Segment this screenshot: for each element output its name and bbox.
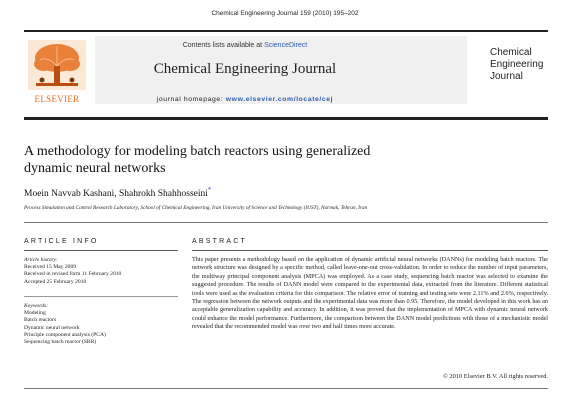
homepage-link[interactable]: www.elsevier.com/locate/cej: [225, 96, 334, 103]
journal-title: Chemical Engineering Journal: [153, 61, 337, 77]
author-list: [24, 186, 544, 199]
keyword-item: Modeling: [24, 310, 46, 316]
homepage-prefix: journal homepage:: [156, 96, 226, 103]
history-accepted: Accepted 25 February 2010: [24, 278, 87, 285]
abstract-bottom-rule: [24, 388, 548, 389]
contents-available-line: [95, 42, 395, 49]
corresponding-author-mark[interactable]: *: [207, 186, 212, 194]
article-info-rule: [24, 250, 178, 251]
header-bottom-rule: [24, 117, 548, 120]
copyright-notice: © 2010 Elsevier B.V. All rights reserved.: [442, 373, 548, 380]
elsevier-tree-logo: [28, 40, 86, 90]
journal-homepage-line: [95, 96, 395, 103]
abstract-rule: [192, 250, 548, 251]
article-info-heading: ARTICLE INFO: [24, 238, 99, 245]
cover-line-2: Engineering: [490, 59, 544, 70]
keyword-item: Dynamic neural network: [24, 324, 80, 331]
keyword-item: Batch reactors: [24, 317, 57, 324]
cover-line-3: Journal: [490, 71, 523, 82]
abstract-body: This paper presents a methodology based on the application of dynamic artificial neural networks (DANNs) for modeling batch reactors. The network structure was designed by a specific method, called leave-one-out cross-validation. In order to reduce the number of input parameters, the multiway principal component analysis (MPCA) was employed. As a case study, sequencing batch reactor was selected to examine the suggested procedure. The results of DANN model were compared to the experimental data, extracted from the literature. Different statistical tools were used as the evaluation criteria for this comparison. The relative error of training and testing sets were 2.11% and 2.6%, respectively. The regression between the network outputs and the experimental data was more than 0.95. Therefore, the model developed in this work has an acceptable generalization capability and accuracy. In addition, it was proved that the implementation of MPCA with dynamic neural network could enhance the model performance. Furthermore, the comparison between the DANN model predictions with those of a mechanistic model revealed that the recommended model was over two and half times more accurate.: [192, 256, 548, 331]
top-rule: [24, 30, 548, 32]
title-line-2: dynamic neural networks: [24, 161, 166, 176]
title-line-1: A methodology for modeling batch reactors using generalized: [24, 144, 371, 159]
history-revised: Received in revised form 11 February 2010: [24, 271, 122, 278]
publisher-name: ELSEVIER: [34, 94, 80, 104]
history-keywords-divider: [24, 296, 178, 297]
article-history-label: Article history:: [24, 257, 59, 263]
history-received: Received 15 May 2009: [24, 264, 77, 270]
article-history: [24, 264, 121, 286]
keyword-item: Principle component analysis (PCA): [24, 331, 106, 338]
journal-citation: Chemical Engineering Journal 159 (2010) 195–202: [211, 10, 359, 17]
keywords-list: [24, 310, 106, 346]
journal-cover-title: [490, 47, 560, 83]
paper-title: [24, 143, 544, 177]
keyword-item: Sequencing batch reactor (SBR): [24, 339, 97, 346]
affiliation-divider: [24, 222, 548, 223]
keywords-label: Keywords:: [24, 303, 49, 309]
contents-prefix: Contents lists available at: [182, 42, 265, 49]
cover-line-1: Chemical: [490, 47, 532, 58]
authors-names: Moein Navvab Kashani, Shahrokh Shahhosseini: [24, 189, 208, 200]
author-affiliation: Process Simulation and Control Research Laboratory, School of Chemical Engineering, Iran University of Science and Technology (IUST), Narmak, Tehran, Iran: [24, 205, 368, 211]
sciencedirect-link[interactable]: ScienceDirect: [264, 42, 308, 49]
abstract-heading: ABSTRACT: [192, 238, 247, 245]
